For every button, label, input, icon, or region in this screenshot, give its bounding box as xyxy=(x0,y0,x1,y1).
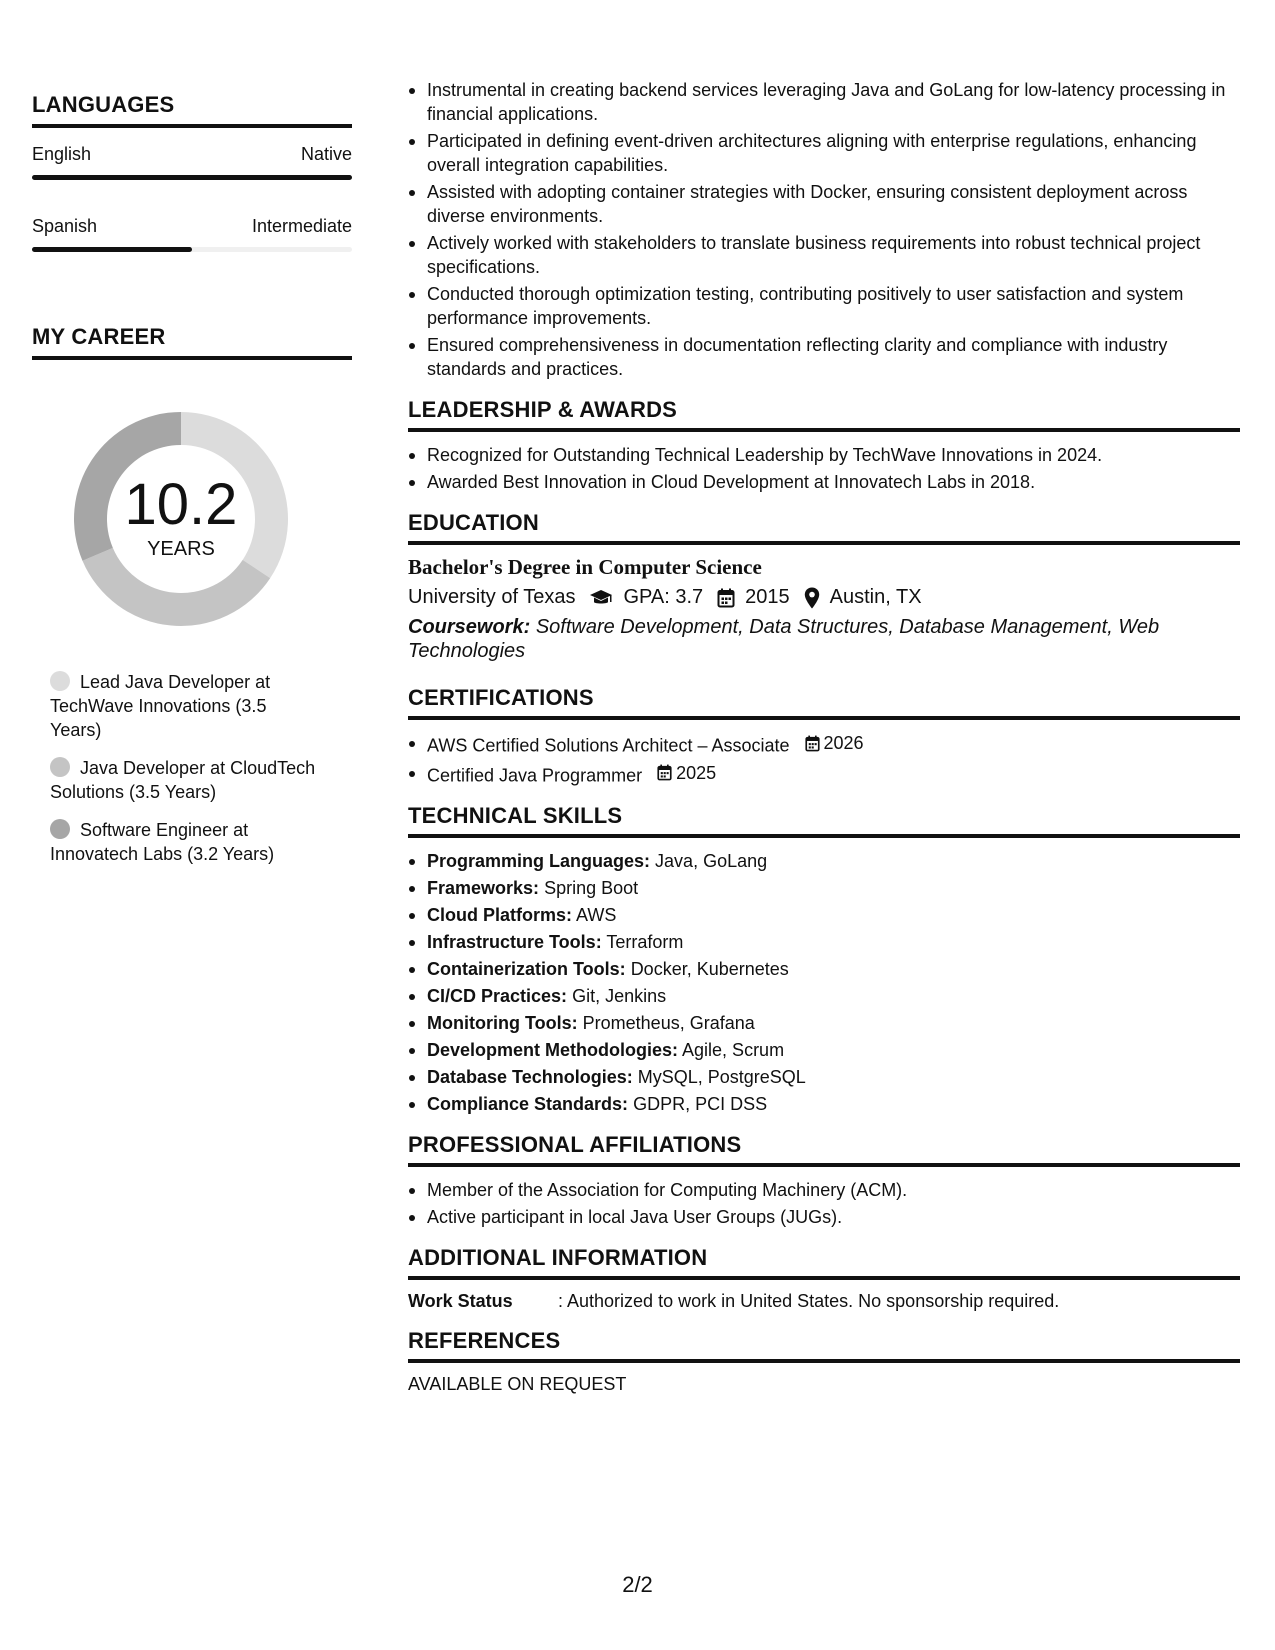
career-section xyxy=(32,324,352,866)
education-title: EDUCATION xyxy=(408,510,1240,545)
work-status-row xyxy=(408,1291,1240,1312)
language-proficiency-fill xyxy=(32,247,192,252)
skill-values: AWS xyxy=(576,905,617,925)
work-status-label: Work Status xyxy=(408,1291,513,1311)
list-item xyxy=(408,957,1240,981)
list-item: Actively worked with stakeholders to translate business requirements into robust technical project specifications. xyxy=(408,231,1240,279)
gpa: GPA: 3.7 xyxy=(623,586,704,608)
career-total-years: 10.2 xyxy=(124,472,238,537)
skill-category: Containerization Tools: xyxy=(427,959,626,979)
references-title: REFERENCES xyxy=(408,1328,1240,1363)
education-section xyxy=(408,510,1240,663)
skill-values: Terraform xyxy=(606,932,684,952)
list-item xyxy=(408,1038,1240,1062)
certification-year: 2026 xyxy=(823,733,864,753)
language-proficiency-bar xyxy=(32,247,352,252)
career-donut-chart xyxy=(66,404,296,634)
list-item xyxy=(408,731,1240,758)
certifications-section xyxy=(408,685,1240,787)
list-item xyxy=(408,984,1240,1008)
list-item: Ensured comprehensiveness in documentation reflecting clarity and compliance with industry standards and practices. xyxy=(408,333,1240,381)
list-item xyxy=(408,1065,1240,1089)
career-title: MY CAREER xyxy=(32,324,352,360)
page-number: 2/2 xyxy=(622,1572,653,1597)
list-item: Participated in defining event-driven architectures aligning with enterprise regulations, enhancing overall integration capabilities. xyxy=(408,129,1240,177)
sidebar xyxy=(32,92,352,880)
skills-list xyxy=(408,849,1240,1116)
certification-year: 2025 xyxy=(676,762,717,783)
awards-section xyxy=(408,397,1240,494)
list-item xyxy=(408,761,1240,788)
school-location: Austin, TX xyxy=(829,586,922,608)
main-content xyxy=(408,78,1240,1395)
affiliations-section xyxy=(408,1132,1240,1229)
skill-category: CI/CD Practices: xyxy=(427,986,568,1006)
list-item: Assisted with adopting container strategies with Docker, ensuring consistent deployment across diverse environments. xyxy=(408,180,1240,228)
work-status-value: : Authorized to work in United States. No sponsorship required. xyxy=(558,1291,1060,1311)
career-total-unit: YEARS xyxy=(147,538,215,560)
skills-section xyxy=(408,803,1240,1116)
legend-item xyxy=(50,818,320,866)
language-proficiency-bar xyxy=(32,175,352,180)
skill-category: Database Technologies: xyxy=(427,1067,633,1087)
legend-swatch xyxy=(50,671,70,691)
skill-values: Java, GoLang xyxy=(655,851,768,871)
list-item xyxy=(408,849,1240,873)
language-name: English xyxy=(32,144,92,164)
calendar-icon xyxy=(657,764,672,781)
list-item xyxy=(408,1092,1240,1116)
graduation-year: 2015 xyxy=(745,586,790,608)
affiliations-title: PROFESSIONAL AFFILIATIONS xyxy=(408,1132,1240,1167)
list-item: Active participant in local Java User Groups (JUGs). xyxy=(408,1205,1240,1229)
list-item: Member of the Association for Computing Machinery (ACM). xyxy=(408,1178,1240,1202)
skill-category: Development Methodologies: xyxy=(427,1040,679,1060)
list-item xyxy=(408,876,1240,900)
school-name: University of Texas xyxy=(408,586,576,608)
additional-info-title: ADDITIONAL INFORMATION xyxy=(408,1245,1240,1280)
education-details xyxy=(408,586,1240,609)
additional-info-section xyxy=(408,1245,1240,1312)
languages-section xyxy=(32,92,352,252)
skill-category: Infrastructure Tools: xyxy=(427,932,602,952)
coursework-list: Software Development, Data Structures, Database Management, Web Technologies xyxy=(408,616,1160,662)
list-item: Instrumental in creating backend services leveraging Java and GoLang for low-latency processing in financial applications. xyxy=(408,78,1240,126)
language-item xyxy=(32,144,352,180)
skill-category: Frameworks: xyxy=(427,878,540,898)
skill-values: GDPR, PCI DSS xyxy=(633,1094,768,1114)
career-legend xyxy=(50,670,320,866)
language-proficiency-fill xyxy=(32,175,352,180)
awards-title: LEADERSHIP & AWARDS xyxy=(408,397,1240,432)
calendar-icon xyxy=(717,588,735,608)
language-name: Spanish xyxy=(32,216,98,236)
legend-item xyxy=(50,670,320,742)
legend-label: Software Engineer at Innovatech Labs (3.2 Years) xyxy=(50,820,275,864)
legend-swatch xyxy=(50,819,70,839)
list-item xyxy=(408,1011,1240,1035)
skills-title: TECHNICAL SKILLS xyxy=(408,803,1240,838)
skill-category: Programming Languages: xyxy=(427,851,651,871)
skill-category: Compliance Standards: xyxy=(427,1094,629,1114)
skill-values: MySQL, PostgreSQL xyxy=(637,1067,806,1087)
degree-title: Bachelor's Degree in Computer Science xyxy=(408,555,762,579)
list-item: Recognized for Outstanding Technical Leadership by TechWave Innovations in 2024. xyxy=(408,443,1240,467)
certifications-title: CERTIFICATIONS xyxy=(408,685,1240,720)
skill-category: Cloud Platforms: xyxy=(427,905,573,925)
legend-label: Java Developer at CloudTech Solutions (3.5 Years) xyxy=(50,758,316,802)
language-item xyxy=(32,216,352,252)
skill-values: Agile, Scrum xyxy=(682,1040,785,1060)
list-item xyxy=(408,903,1240,927)
list-item: Conducted thorough optimization testing, contributing positively to user satisfaction and system performance improvements. xyxy=(408,282,1240,330)
skill-values: Spring Boot xyxy=(544,878,639,898)
certification-name: Certified Java Programmer xyxy=(427,765,643,785)
experience-bullets xyxy=(408,78,1240,381)
legend-swatch xyxy=(50,757,70,777)
coursework-label: Coursework: xyxy=(408,616,531,638)
skill-values: Git, Jenkins xyxy=(572,986,667,1006)
skill-values: Docker, Kubernetes xyxy=(630,959,789,979)
map-pin-icon xyxy=(804,587,820,609)
skill-category: Monitoring Tools: xyxy=(427,1013,578,1033)
language-level: Intermediate xyxy=(251,216,352,236)
certification-name: AWS Certified Solutions Architect – Associate xyxy=(427,735,790,756)
graduation-cap-icon xyxy=(589,589,613,607)
references-section xyxy=(408,1328,1240,1395)
coursework xyxy=(408,615,1240,663)
skill-values: Prometheus, Grafana xyxy=(582,1013,755,1033)
calendar-icon xyxy=(805,735,820,752)
languages-title: LANGUAGES xyxy=(32,92,352,128)
language-level: Native xyxy=(300,144,352,164)
list-item xyxy=(408,930,1240,954)
legend-item xyxy=(50,756,320,804)
list-item: Awarded Best Innovation in Cloud Development at Innovatech Labs in 2018. xyxy=(408,470,1240,494)
legend-label: Lead Java Developer at TechWave Innovations (3.5 Years) xyxy=(50,672,271,740)
references-text: AVAILABLE ON REQUEST xyxy=(408,1374,627,1394)
